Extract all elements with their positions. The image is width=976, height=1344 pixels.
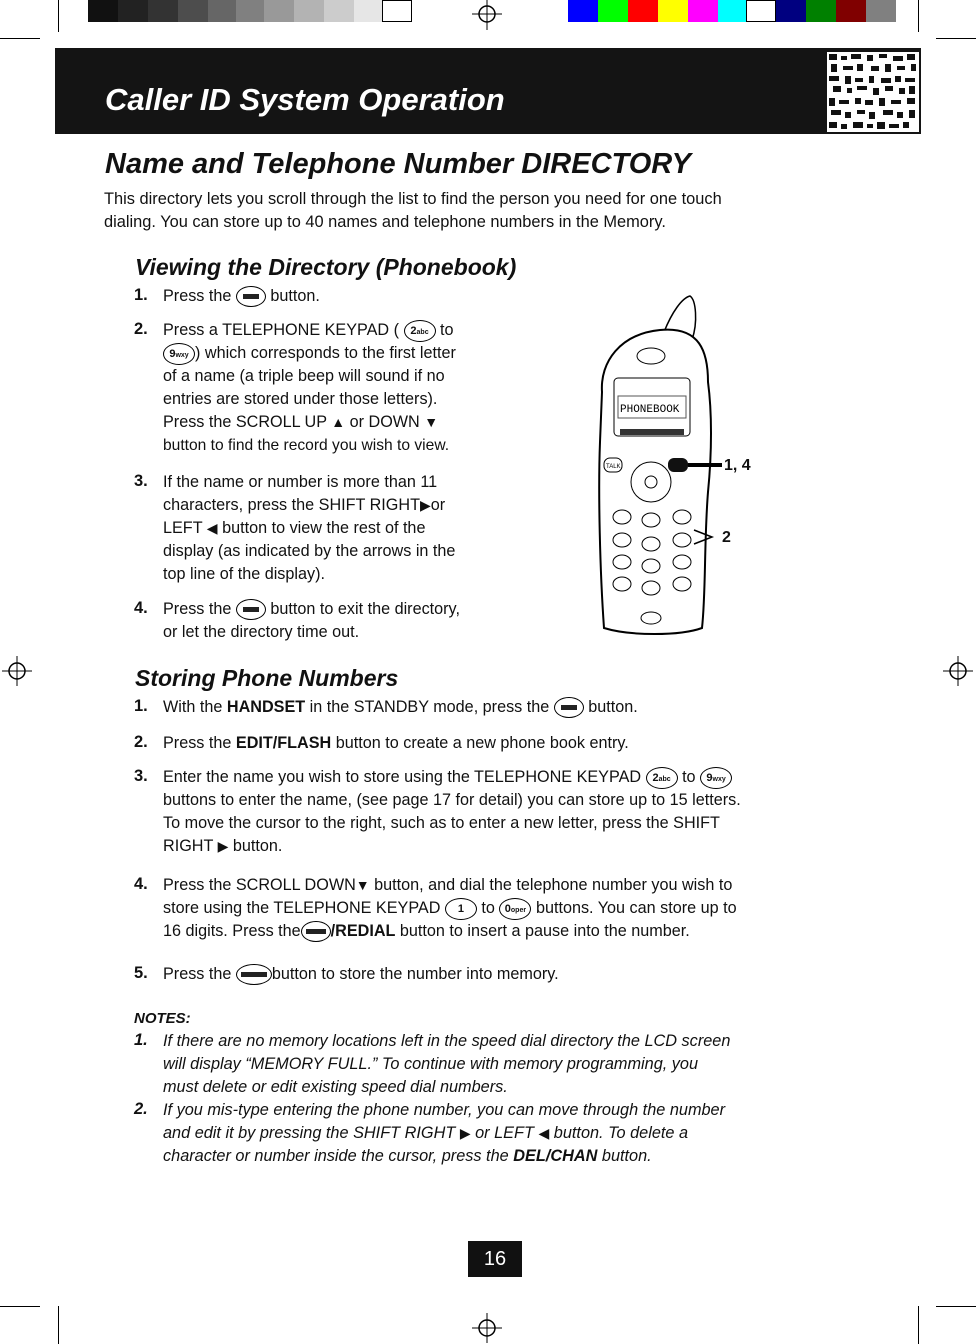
note-number: 1. [134, 1031, 148, 1049]
note-2: If you mis-type entering the phone number, you can move through the number and edit it by pressing the SHIFT RIGHT ▶ or LEFT ◀ button. To delete a character or number inside the cursor, press the DEL/CHAN button. [163, 1101, 726, 1165]
phonebook-button-icon [236, 286, 266, 307]
viewing-step-4: Press the button to exit the directory, or let the directory time out. [163, 600, 460, 641]
pause-redial-button-icon [301, 921, 331, 942]
phonebook-button-icon [236, 599, 266, 620]
shift-right-icon: ▶ [459, 1125, 471, 1141]
step-number: 4. [134, 875, 148, 893]
step-number: 4. [134, 599, 148, 617]
shift-right-icon: ▶ [419, 497, 431, 513]
storing-step-3: Enter the name you wish to store using the TELEPHONE KEYPAD 2abc to 9wxy buttons to enter the name, (see page 17 for detail) you can store up to 15 letters. To move the cursor to the right, such as to enter a new letter, press the SHIFT RIGHT ▶ button. [163, 768, 741, 855]
key-1-icon: 1 [445, 898, 477, 920]
step-number: 1. [134, 286, 148, 304]
storing-step-2: Press the EDIT/FLASH button to create a new phone book entry. [163, 734, 629, 752]
step-number: 3. [134, 472, 148, 490]
shift-left-icon: ◀ [538, 1125, 550, 1141]
registration-mark-top [472, 0, 502, 30]
page-number: 16 [468, 1241, 522, 1277]
step-number: 2. [134, 320, 148, 338]
registration-mark-left [2, 656, 32, 686]
storing-title: Storing Phone Numbers [135, 665, 399, 691]
viewing-step-3: If the name or number is more than 11 characters, press the SHIFT RIGHT▶or LEFT ◀ button to view the rest of the display (as indicated by the arrows in the top line of the display). [163, 473, 456, 583]
page-header [55, 48, 921, 134]
note-1: If there are no memory locations left in the speed dial directory the LCD screen will display “MEMORY FULL.” To continue with memory programming, you must delete or edit existing speed dial numbers. [163, 1032, 731, 1096]
key-9-icon: 9wxy [163, 343, 195, 365]
svg-text:PHONEBOOK: PHONEBOOK [620, 404, 680, 416]
key-2-icon: 2abc [404, 320, 436, 342]
pattern-graphic [827, 52, 919, 132]
save-button-icon [236, 964, 272, 985]
section-intro: This directory lets you scroll through the list to find the person you need for one touch dialing. You can store up to 40 names and telephone numbers in the Memory. [104, 190, 722, 231]
key-2-icon: 2abc [646, 767, 678, 789]
key-0-icon: 0oper [499, 898, 531, 920]
header-title: Caller ID System Operation [105, 82, 505, 117]
note-number: 2. [134, 1100, 148, 1118]
storing-step-5: Press the button to store the number into memory. [163, 963, 559, 986]
callout-label-2: 2 [722, 529, 731, 546]
registration-mark-bottom [472, 1313, 502, 1343]
scroll-up-icon: ▲ [331, 414, 346, 430]
storing-step-4: Press the SCROLL DOWN▼ button, and dial the telephone number you wish to store using the TELEPHONE KEYPAD 1 to 0oper buttons. You can store up to 16 digits. Press the /REDIAL button to insert a pause into the number. [163, 874, 833, 943]
shift-right-icon: ▶ [217, 838, 229, 854]
viewing-title: Viewing the Directory (Phonebook) [135, 254, 517, 280]
step-number: 3. [134, 767, 148, 785]
shift-left-icon: ◀ [206, 520, 218, 536]
scroll-down-icon: ▼ [355, 877, 370, 893]
section-title: Name and Telephone Number DIRECTORY [105, 148, 692, 180]
registration-mark-right [943, 656, 973, 686]
scroll-down-icon: ▼ [424, 414, 439, 430]
notes-title: NOTES: [134, 1010, 191, 1027]
step-number: 2. [134, 733, 148, 751]
viewing-step-1: Press the button. [163, 285, 320, 308]
svg-text:TALK: TALK [606, 464, 621, 470]
step-number: 1. [134, 697, 148, 715]
storing-step-1: With the HANDSET in the STANDBY mode, press the button. [163, 696, 638, 719]
phonebook-button-icon [554, 697, 584, 718]
callout-label-1-4: 1, 4 [724, 457, 751, 474]
key-9-icon: 9wxy [700, 767, 732, 789]
viewing-step-2: Press a TELEPHONE KEYPAD ( 2abc to 9wxy ) which corresponds to the first letter of a name (a triple beep will sound if no entries are stored under those letters). Press the SCROLL UP ▲ or DOWN ▼ button to find the record you wish to view. [163, 321, 456, 454]
step-number: 5. [134, 964, 148, 982]
